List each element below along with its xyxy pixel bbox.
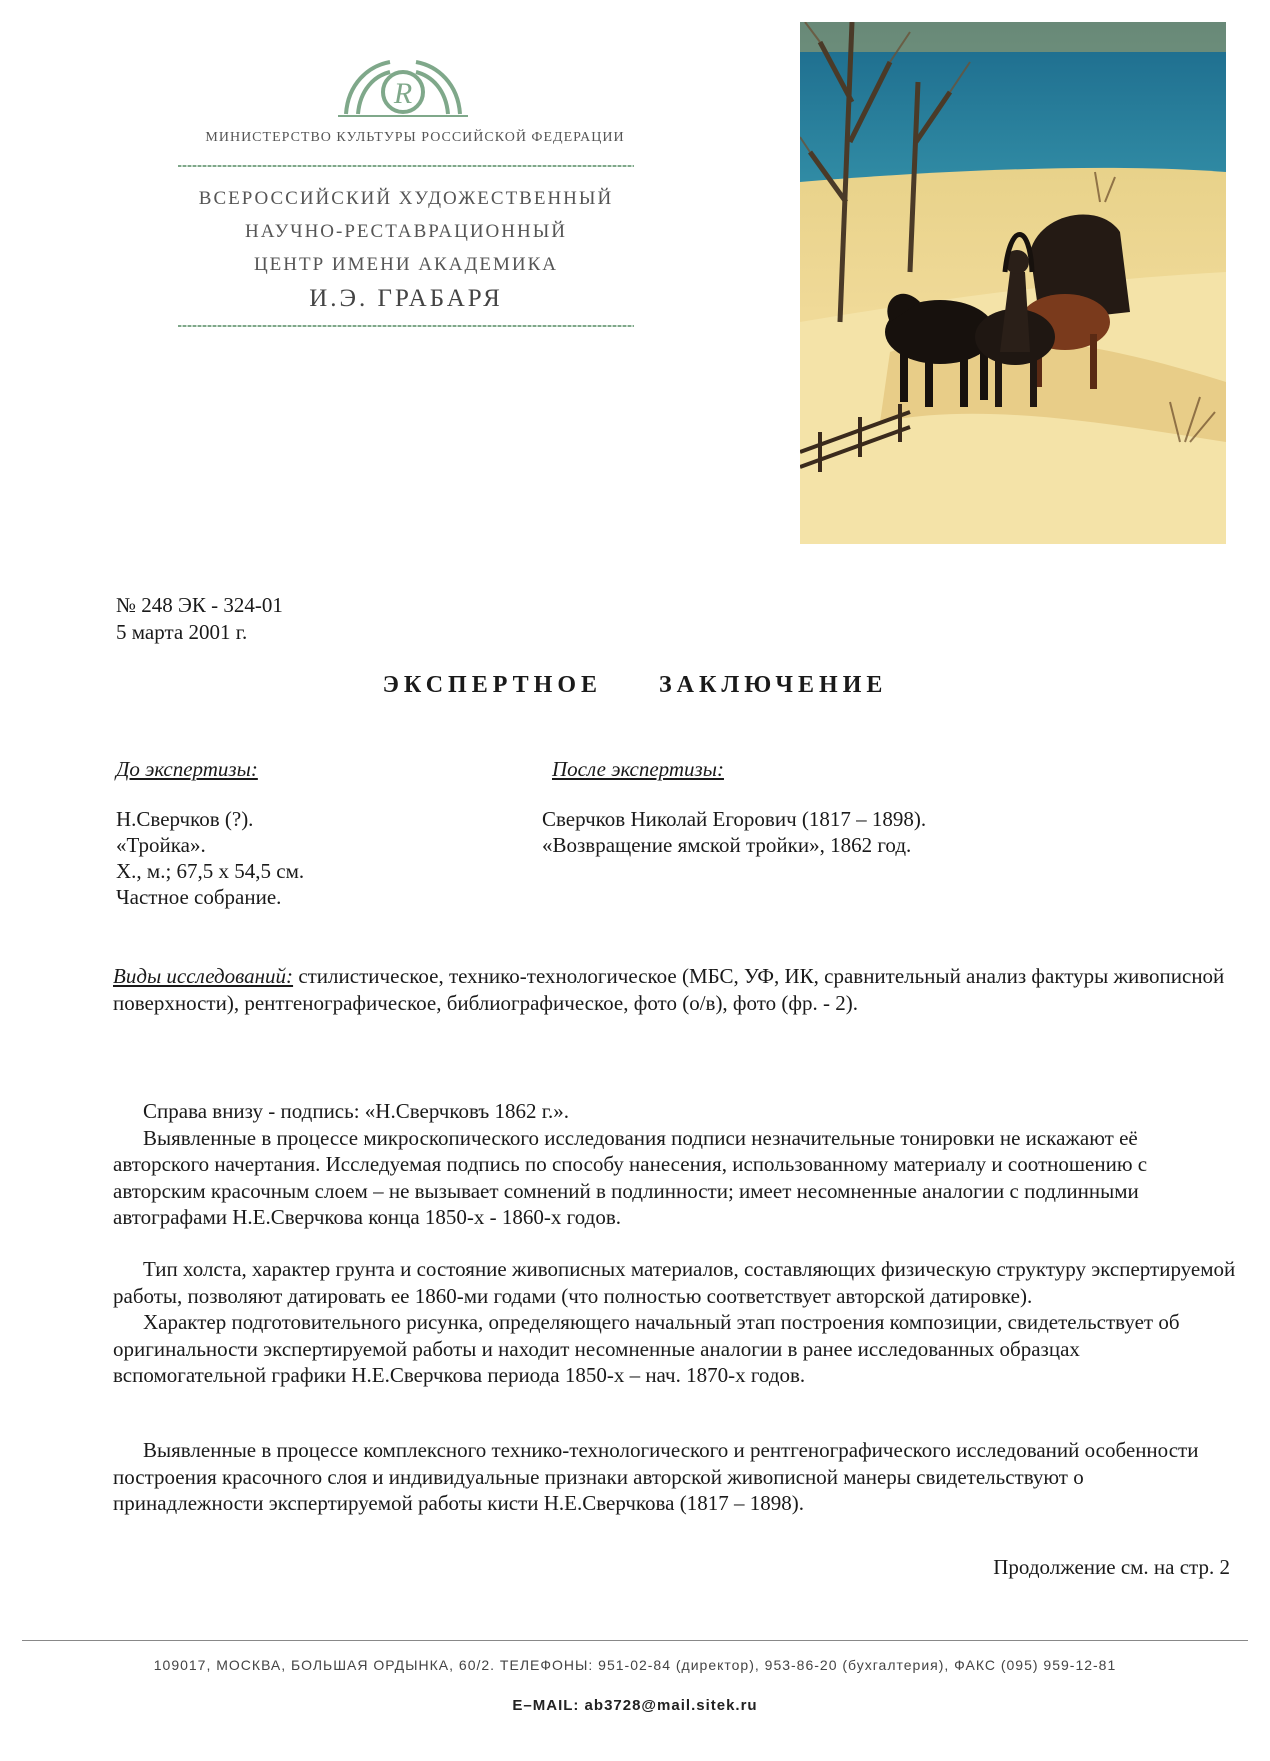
research-types-label: Виды исследований: <box>113 964 294 988</box>
org-name-line-4: И.Э. ГРАБАРЯ <box>309 285 503 312</box>
canvas-dating-paragraph: Тип холста, характер грунта и состояние живописных материалов, составляющих физическую структуру экспертируемой работы, позволяют датировать ее 1860-ми годами (что полностью соответствует авторской датировке). <box>113 1257 1236 1308</box>
after-line: «Возвращение ямской тройки», 1862 год. <box>542 833 912 857</box>
before-line: Н.Сверчков (?). <box>116 807 254 831</box>
conclusion-findings <box>113 1437 1237 1517</box>
after-expertise-details <box>542 806 926 858</box>
painting-photo <box>800 22 1226 544</box>
before-line: Частное собрание. <box>116 885 282 909</box>
org-name-line-3: ЦЕНТР ИМЕНИ АКАДЕМИКА <box>253 254 559 275</box>
materials-findings <box>113 1256 1237 1389</box>
org-name-line-2: НАУЧНО-РЕСТАВРАЦИОННЫЙ <box>245 221 567 242</box>
signature-findings <box>113 1098 1237 1231</box>
attribution-paragraph: Выявленные в процессе комплексного технико-технологического и рентгенографического исследований особенности построения красочного слоя и индивидуальные признаки авторской живописной манеры свидетельствуют о принадлежности экспертируемой работы кисти Н.Е.Сверчкова (1817 – 1898). <box>113 1438 1199 1515</box>
document-number: № 248 ЭК - 324-01 <box>116 593 283 617</box>
before-expertise-heading: До экспертизы: <box>116 757 258 781</box>
before-expertise-details <box>116 806 304 910</box>
after-line: Сверчков Николай Егорович (1817 – 1898). <box>542 807 927 831</box>
before-line: Х., м.; 67,5 х 54,5 см. <box>116 859 305 883</box>
letterhead-divider-bottom <box>178 325 634 327</box>
research-types <box>113 963 1237 1016</box>
svg-text:R: R <box>393 77 413 110</box>
document-title: ЭКСПЕРТНОЕ ЗАКЛЮЧЕНИЕ <box>382 672 888 698</box>
signature-location-paragraph: Справа внизу - подпись: «Н.Сверчковъ 1862 г.». <box>143 1099 569 1123</box>
document-date: 5 марта 2001 г. <box>116 620 248 644</box>
underdrawing-paragraph: Характер подготовительного рисунка, определяющего начальный этап построения композиции, свидетельствует об оригинальности экспертируемой работы и находит несомненные аналогии в ранее исследованных образцах вспомогательной графики Н.Е.Сверчкова периода 1850-х – нач. 1870-х годов. <box>113 1310 1180 1387</box>
ministry-name: МИНИСТЕРСТВО КУЛЬТУРЫ РОССИЙСКОЙ ФЕДЕРАЦИИ <box>205 130 625 145</box>
after-expertise-heading: После экспертизы: <box>552 757 724 781</box>
continued-on-page-note: Продолжение см. на стр. 2 <box>993 1555 1230 1579</box>
research-types-text: стилистическое, технико-технологическое (МБС, УФ, ИК, сравнительный анализ фактуры живописной поверхности), рентгенографическое, библиографическое, фото (о/в), фото (фр. - 2). <box>113 964 1225 1015</box>
letterhead-divider-top <box>178 165 634 167</box>
footer-divider <box>22 1640 1248 1641</box>
footer-email: E–MAIL: ab3728@mail.sitek.ru <box>512 1697 758 1714</box>
footer-address: 109017, МОСКВА, БОЛЬШАЯ ОРДЫНКА, 60/2. ТЕЛЕФОНЫ: 951-02-84 (директор), 953-86-20 (бухгалтерия), ФАКС (095) 959-12-81 <box>153 1657 1117 1673</box>
org-name-line-1: ВСЕРОССИЙСКИЙ ХУДОЖЕСТВЕННЫЙ <box>198 188 614 209</box>
signature-analysis-paragraph: Выявленные в процессе микроскопического исследования подписи незначительные тонировки не искажают её авторского начертания. Исследуемая подпись по способу нанесения, использованному материалу и соотношению с авторским красочным слоем – не вызывает сомнений в подлинности; имеет несомненные аналогии с подлинными автографами Н.Е.Сверчкова конца 1850-х - 1860-х годов. <box>113 1125 1148 1229</box>
restoration-center-logo-icon <box>338 56 468 118</box>
before-line: «Тройка». <box>116 833 206 857</box>
